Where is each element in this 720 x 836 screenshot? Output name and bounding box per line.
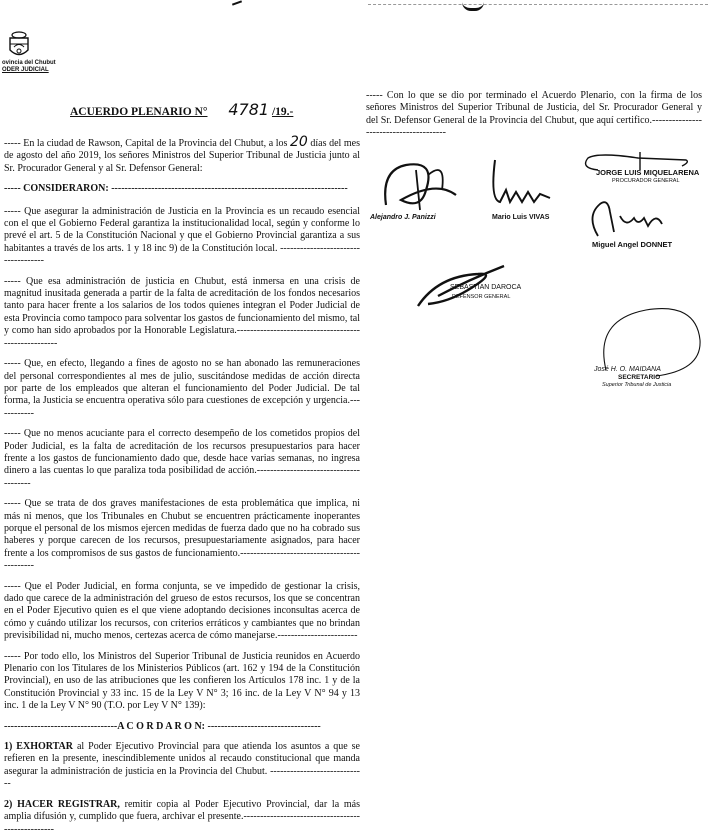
signature-panizzi-icon bbox=[376, 150, 476, 220]
paragraph-6: ----- Que se trata de dos graves manifestaciones de esta problemática que implica, ni más ni menos, que los Tribunales en Chubut se encuentren prácticamente inoperantes porque el personal de los mismos ejercen medidas de fuerza dado que no ha cobrado sus haberes y porque carecen de los recursos, presupuestariamente asignados, para hacer frente a los compromisos de sus gastos de funcionamiento.--------------------------------------------- bbox=[4, 498, 360, 572]
paragraph-2: ----- Que asegurar la administración de Justicia en la Provincia es un recaudo esencial con el que el Gobierno Federal garantiza la institucionalidad local, según y conforme lo prevé el art. 5 de la Constitución Nacional y que el Gobierno Provincial garantiza a sus habitantes a través de los arts. 1 y 18 inc 9) de la Constitución local. ------------------------------------ bbox=[4, 205, 360, 267]
closing-paragraph: ----- Con lo que se dio por terminado el Acuerdo Plenario, con la firma de los señores Ministros del Superior Tribunal de Justicia, del Sr. Procurador General y del Sr. Defensor General de la Provincia del Chubut, que aquí certifico.--------------------------------------- bbox=[366, 90, 702, 139]
institution-line2: ODER JUDICIAL bbox=[2, 67, 49, 73]
resolution-1-text: al Poder Ejecutivo Provincial para que atienda los asuntos a que se refieren en la presente, inescindiblemente unidos al recaudo constitucional que manda asegurar la administración de justicia en la Provincia del Chubut. ----------------------------- bbox=[4, 741, 360, 790]
left-column bbox=[4, 136, 360, 836]
signature-panizzi-name: Alejandro J. Panizzi bbox=[370, 214, 436, 221]
paragraph-3: ----- Que esa administración de justicia en Chubut, está inmersa en una crisis de magnitud inusitada generada a partir de la falta de acreditación de los fondos necesarios tanto para hacer frente a los salarios de los todos quienes integran el Poder Judicial de esta Provincia como tampoco para solventar los gastos de funcionamiento del mismo, tal y como han sido aprobados por la Honorable Legislatura.----------------------------------------------------- bbox=[4, 275, 360, 349]
resolution-2 bbox=[4, 799, 360, 836]
paragraph-7: ----- Que el Poder Judicial, en forma conjunta, se ve impedido de gestionar la crisis, dado que carece de la administración del grueso de estos recursos, los que se concentran en el Poder Ejecutivo quien es el que viene adoptando decisiones inconsultas acerca de cómo y cuándo utilizar los recursos, con criterios erráticos y cambiantes que no brindan previsibilidad ni, mucho menos, certezas acerca de cómo manejarse.------------------------ bbox=[4, 580, 360, 642]
handwritten-day: 20 bbox=[290, 134, 308, 150]
signature-vivas-icon bbox=[480, 150, 560, 210]
signature-daroca-name: SEBASTIAN DAROCA bbox=[450, 284, 522, 291]
top-arrow-mark bbox=[462, 2, 484, 11]
handwritten-number: 4781 bbox=[228, 100, 270, 119]
signature-vivas-name: Mario Luis VIVAS bbox=[492, 214, 550, 221]
paragraph-opening bbox=[4, 136, 360, 175]
considerando-heading: ----- CONSIDERARON: ----------------------------------------------------------------------- bbox=[4, 183, 348, 195]
institution-line1: ovincia del Chubut bbox=[2, 60, 56, 66]
signature-daroca-role: DEFENSOR GENERAL bbox=[452, 294, 511, 300]
institution-header bbox=[2, 60, 56, 74]
signature-maidana-name: José H. O. MAIDANA bbox=[594, 366, 661, 373]
opening-text-a: ----- En la ciudad de Rawson, Capital de la Provincia del Chubut, a los bbox=[4, 138, 288, 149]
acordaron-heading: ----------------------------------A C O R D A R O N: ---------------------------------- bbox=[4, 720, 321, 732]
resolution-2-text: remitir copia al Poder Ejecutivo Provincial, dar la más amplia difusión y, cumplido que fuera, archivar el presente.-------------------------------------------------- bbox=[4, 798, 361, 835]
signature-maidana-role2: Superior Tribunal de Justicia bbox=[602, 382, 672, 388]
signature-maidana-role: SECRETARIO bbox=[618, 374, 661, 381]
signature-miquelarena-role: PROCURADOR GENERAL bbox=[612, 178, 680, 184]
coat-of-arms-icon bbox=[6, 30, 32, 60]
signature-miquelarena-name: JORGE LUIS MIQUELARENA bbox=[596, 168, 700, 177]
top-stroke-mark bbox=[232, 0, 242, 5]
paragraph-4: ----- Que, en efecto, llegando a fines de agosto no se han abonado las remuneraciones del personal correspondientes al mes de julio, suscitándose medidas de acción directa por parte de los empleados que alteran el funcionamiento del Poder Judicial. De tal forma, la Justicia se encuentra operativa sólo para cuestiones de excepción y urgencia.------------ bbox=[4, 358, 360, 419]
opening-text-b: días del mes de agosto del año 2019, los señores Ministros del Superior Tribunal de Justicia junto al Sr. Procurador General y al Sr. Defensor General: bbox=[4, 138, 360, 174]
paragraph-5: ----- Que no menos acuciante para el correcto desempeño de los cometidos propios del Poder Judicial, es la falta de acreditación de los recursos presupuestarios para hacer frente a los gastos de funcionamiento dado que, desde hace varias semanas, no ingresa dinero a las cuentas lo que paraliza toda posibilidad de acción.--------------------------------------- bbox=[4, 428, 360, 489]
top-rule bbox=[368, 4, 708, 5]
document-title-text: ACUERDO PLENARIO N° bbox=[70, 106, 208, 118]
signature-donnet-name: Miguel Angel DONNET bbox=[592, 240, 673, 249]
paragraph-8: ----- Por todo ello, los Ministros del Superior Tribunal de Justicia reunidos en Acuerdo Plenario con los Titulares de los Ministerios Públicos (art. 162 y 194 de la Constitución Provincial), en uso de las atribuciones que les confieren los Artículos 178 inc. 1 y de la Constitución Provincial y 33 inc. 15 de la Ley V N° 3; 16 inc. de la Ley V N° 94 y 13 inc. 1 de la Ley V N° 90 (T.O. por Ley V N° 139): bbox=[4, 650, 360, 712]
signature-donnet-icon bbox=[586, 196, 676, 246]
document-year-suffix: /19.- bbox=[271, 106, 294, 118]
resolution-2-label: 2) HACER REGISTRAR, bbox=[4, 798, 120, 810]
document-title bbox=[70, 100, 293, 119]
resolution-1 bbox=[4, 741, 360, 791]
resolution-1-label: 1) EXHORTAR bbox=[4, 741, 73, 753]
